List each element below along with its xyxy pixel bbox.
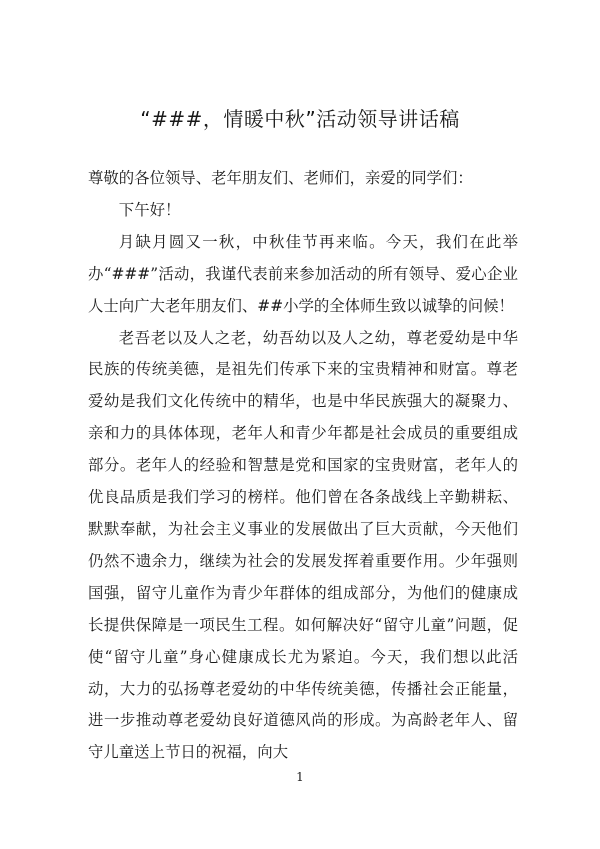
salutation: 尊敬的各位领导、老年朋友们、老师们，亲爱的同学们： <box>88 169 473 187</box>
document-title: “###，情暖中秋”活动领导讲话稿 <box>140 107 460 131</box>
page-number: 1 <box>296 770 304 784</box>
paragraph-1: 月缺月圆又一秋，中秋佳节再来临。今天，我们在此举办“###”活动，我谨代表前来参加活动的所有领导、爱心企业人士向广大老年朋友们、##小学的全体师生致以诚挚的问候！ <box>88 232 518 315</box>
paragraph-2: 老吾老以及人之老，幼吾幼以及人之幼，尊老爱幼是中华民族的传统美德，是祖先们传承下来的宝贵精神和财富。尊老爱幼是我们文化传统中的精华，也是中华民族强大的凝聚力、亲和力的具体体现，老年人和青少年都是社会成员的重要组成部分。老年人的经验和智慧是党和国家的宝贵财富，老年人的优良品质是我们学习的榜样。他们曾在各条战线上辛勤耕耘、默默奉献，为社会主义事业的发展做出了巨大贡献，今天他们仍然不遗余力，继续为社会的发展发挥着重要作用。少年强则国强，留守儿童作为青少年群体的组成部分，为他们的健康成长提供保障是一项民生工程。如何解决好“留守儿童”问题，促使“留守儿童”身心健康成长尤为紧迫。今天，我们想以此活动，大力的弘扬尊老爱幼的中华传统美德，传播社会正能量，进一步推动尊老爱幼良好道德风尚的形成。为高龄老年人、留守儿童送上节日的祝福，向大 <box>88 328 518 762</box>
greeting: 下午好！ <box>118 200 181 219</box>
document-body <box>88 163 518 769</box>
